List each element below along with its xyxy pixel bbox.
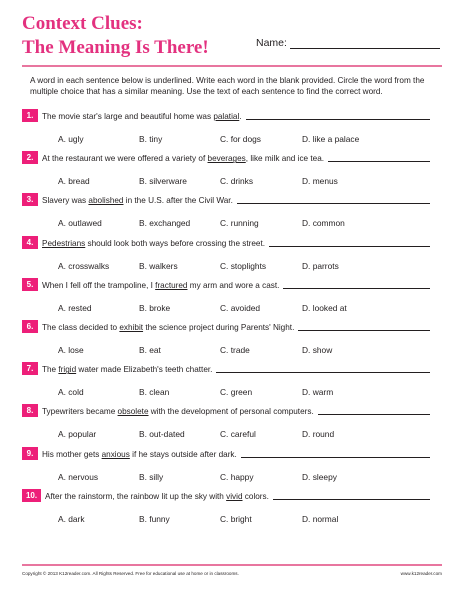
question-sentence-row — [22, 404, 442, 417]
answer-blank[interactable] — [328, 161, 430, 162]
answer-blank[interactable] — [241, 457, 430, 458]
sentence-text-after: should look both ways before crossing the street. — [85, 238, 266, 248]
sentence-text-before: At the restaurant we were offered a variety of — [42, 154, 208, 164]
sentence-text-before: After the rainstorm, the rainbow lit up the sky with — [45, 491, 227, 501]
question-sentence-row — [22, 362, 442, 375]
choice-option-d[interactable]: D. common — [302, 218, 345, 229]
question-4 — [22, 236, 442, 276]
question-number-badge: 4. — [22, 236, 38, 249]
question-1 — [22, 109, 442, 149]
choice-option-a[interactable]: A. nervous — [58, 471, 99, 482]
sentence-text-before: Typewriters became — [42, 407, 118, 417]
underlined-vocab-word: obsolete — [117, 407, 149, 417]
underlined-vocab-word: palatial — [213, 112, 240, 121]
choice-option-d[interactable]: D. looked at — [302, 302, 347, 313]
name-label: Name: — [256, 37, 287, 49]
underlined-vocab-word: abolished — [88, 196, 124, 206]
question-sentence — [42, 111, 242, 122]
answer-blank[interactable] — [273, 499, 430, 500]
question-number-badge: 10. — [22, 489, 41, 502]
question-sentence-row — [22, 447, 442, 460]
choice-option-a[interactable]: A. crosswalks — [58, 260, 110, 271]
question-number-badge: 7. — [22, 362, 38, 375]
choice-option-a[interactable]: A. popular — [58, 429, 97, 440]
question-sentence-row — [22, 151, 442, 164]
underlined-vocab-word: vivid — [226, 491, 243, 501]
answer-blank[interactable] — [216, 372, 430, 373]
answer-blank[interactable] — [269, 246, 430, 247]
choice-option-a[interactable]: A. lose — [58, 345, 84, 355]
question-5 — [22, 278, 442, 318]
choice-option-a[interactable]: A. bread — [58, 176, 90, 187]
sentence-text-before: When I fell off the trampoline, I — [42, 280, 156, 290]
choice-option-d[interactable]: D. menus — [302, 176, 338, 187]
multiple-choice-options — [22, 387, 442, 399]
question-sentence — [42, 322, 294, 333]
underlined-vocab-word: anxious — [101, 449, 130, 459]
copyright-footer: Copyright © 2013 K12reader.com. All Rights Reserved. Free for educational use at home or in classrooms. — [22, 571, 239, 576]
question-6 — [22, 320, 442, 360]
choice-option-d[interactable]: D. round — [302, 429, 335, 440]
choice-option-c[interactable]: C. for dogs — [220, 134, 261, 144]
website-footer: www.k12reader.com — [400, 571, 442, 576]
question-sentence-row — [22, 193, 442, 206]
sentence-text-after: my arm and wore a cast. — [187, 280, 280, 290]
choice-option-c[interactable]: C. bright — [220, 513, 252, 524]
question-number-badge: 6. — [22, 320, 38, 333]
underlined-vocab-word: frigid — [58, 365, 77, 375]
question-sentence — [42, 238, 265, 249]
multiple-choice-options — [22, 472, 442, 484]
question-sentence-row — [22, 278, 442, 291]
question-number-badge: 1. — [22, 109, 38, 122]
multiple-choice-options — [22, 134, 442, 146]
answer-blank[interactable] — [246, 119, 430, 120]
question-2 — [22, 151, 442, 191]
choice-option-d[interactable]: D. normal — [302, 513, 339, 524]
sentence-text-before: The class decided to — [42, 323, 120, 332]
sentence-text-before: Slavery was — [42, 196, 89, 206]
question-number-badge: 5. — [22, 278, 38, 291]
question-sentence — [42, 364, 212, 375]
question-number-badge: 3. — [22, 193, 38, 206]
choice-option-a[interactable]: A. cold — [58, 387, 84, 398]
sentence-text-after: the science project during Parents' Night. — [143, 323, 295, 332]
multiple-choice-options — [22, 429, 442, 441]
choice-option-d[interactable]: D. warm — [302, 387, 334, 398]
sentence-text-before: The movie star's large and beautiful home was — [42, 112, 214, 121]
sentence-text-after: with the development of personal computers. — [148, 407, 314, 417]
question-sentence — [42, 280, 279, 291]
choice-option-c[interactable]: C. happy — [220, 471, 254, 482]
choice-option-d[interactable]: D. parrots — [302, 260, 339, 271]
question-9 — [22, 447, 442, 487]
choice-option-a[interactable]: A. rested — [58, 302, 92, 313]
choice-option-b[interactable]: B. broke — [139, 302, 171, 313]
choice-option-b[interactable]: B. walkers — [139, 260, 178, 271]
multiple-choice-options — [22, 176, 442, 188]
underlined-vocab-word: beverages — [207, 154, 246, 164]
multiple-choice-options — [22, 218, 442, 230]
answer-blank[interactable] — [318, 414, 430, 415]
choice-option-b[interactable]: B. tiny — [139, 134, 163, 144]
question-3 — [22, 193, 442, 233]
question-sentence — [42, 449, 237, 460]
name-blank-line[interactable] — [290, 48, 440, 49]
question-sentence — [42, 195, 233, 206]
choice-option-d[interactable]: D. like a palace — [302, 134, 360, 144]
choice-option-d[interactable]: D. sleepy — [302, 471, 337, 482]
choice-option-a[interactable]: A. outlawed — [58, 218, 102, 229]
choice-option-c[interactable]: C. green — [220, 387, 253, 398]
multiple-choice-options — [22, 303, 442, 315]
question-8 — [22, 404, 442, 444]
choice-option-b[interactable]: B. out-dated — [139, 429, 185, 440]
multiple-choice-options — [22, 514, 442, 526]
question-sentence-row — [22, 320, 442, 333]
choice-option-c[interactable]: C. careful — [220, 429, 256, 440]
choice-option-a[interactable]: A. ugly — [58, 134, 84, 144]
worksheet-title-line2: The Meaning Is There! — [22, 37, 209, 58]
question-sentence-row — [22, 236, 442, 249]
instructions: A word in each sentence below is underlined. Write each word in the blank provided. Circle the word from the multiple choice that has a similar meaning. Use the text of each sentence to find the correct word. — [30, 76, 425, 96]
multiple-choice-options — [22, 345, 442, 357]
sentence-text-after: if he stays outside after dark. — [129, 449, 237, 459]
question-sentence — [42, 406, 314, 417]
choice-option-b[interactable]: B. clean — [139, 387, 170, 398]
question-sentence-row — [22, 489, 442, 502]
choice-option-c[interactable]: C. stoplights — [220, 260, 267, 271]
sentence-text-before: His mother gets — [42, 449, 102, 459]
sentence-text-after: colors. — [242, 491, 269, 501]
answer-blank[interactable] — [298, 330, 430, 331]
answer-blank[interactable] — [237, 203, 430, 204]
question-sentence — [45, 491, 269, 502]
choice-option-b[interactable]: B. eat — [139, 345, 161, 355]
choice-option-b[interactable]: B. funny — [139, 513, 170, 524]
question-10 — [22, 489, 442, 529]
sentence-text-after: , like milk and ice tea. — [245, 154, 325, 164]
worksheet-title-line1: Context Clues: — [22, 13, 143, 34]
choice-option-c[interactable]: C. drinks — [220, 176, 254, 187]
choice-option-d[interactable]: D. show — [302, 345, 333, 355]
question-sentence-row — [22, 109, 442, 122]
choice-option-b[interactable]: B. silverware — [139, 176, 187, 187]
sentence-text-after: water made Elizabeth's teeth chatter. — [76, 365, 213, 375]
question-number-badge: 2. — [22, 151, 38, 164]
top-divider — [22, 65, 442, 67]
choice-option-c[interactable]: C. trade — [220, 345, 250, 355]
choice-option-c[interactable]: C. running — [220, 218, 259, 229]
sentence-text-after: . — [239, 112, 242, 121]
name-field[interactable] — [256, 37, 440, 51]
multiple-choice-options — [22, 261, 442, 273]
question-number-badge: 8. — [22, 404, 38, 417]
underlined-vocab-word: Pedestrians — [42, 238, 86, 248]
sentence-text-before: The — [42, 365, 59, 375]
choice-option-b[interactable]: B. silly — [139, 471, 164, 482]
choice-option-b[interactable]: B. exchanged — [139, 218, 191, 229]
underlined-vocab-word: exhibit — [119, 323, 144, 332]
choice-option-a[interactable]: A. dark — [58, 513, 85, 524]
question-sentence — [42, 153, 324, 164]
choice-option-c[interactable]: C. avoided — [220, 302, 261, 313]
bottom-divider — [22, 564, 442, 566]
question-number-badge: 9. — [22, 447, 38, 460]
answer-blank[interactable] — [283, 288, 430, 289]
underlined-vocab-word: fractured — [155, 280, 188, 290]
question-7 — [22, 362, 442, 402]
sentence-text-after: in the U.S. after the Civil War. — [123, 196, 233, 206]
